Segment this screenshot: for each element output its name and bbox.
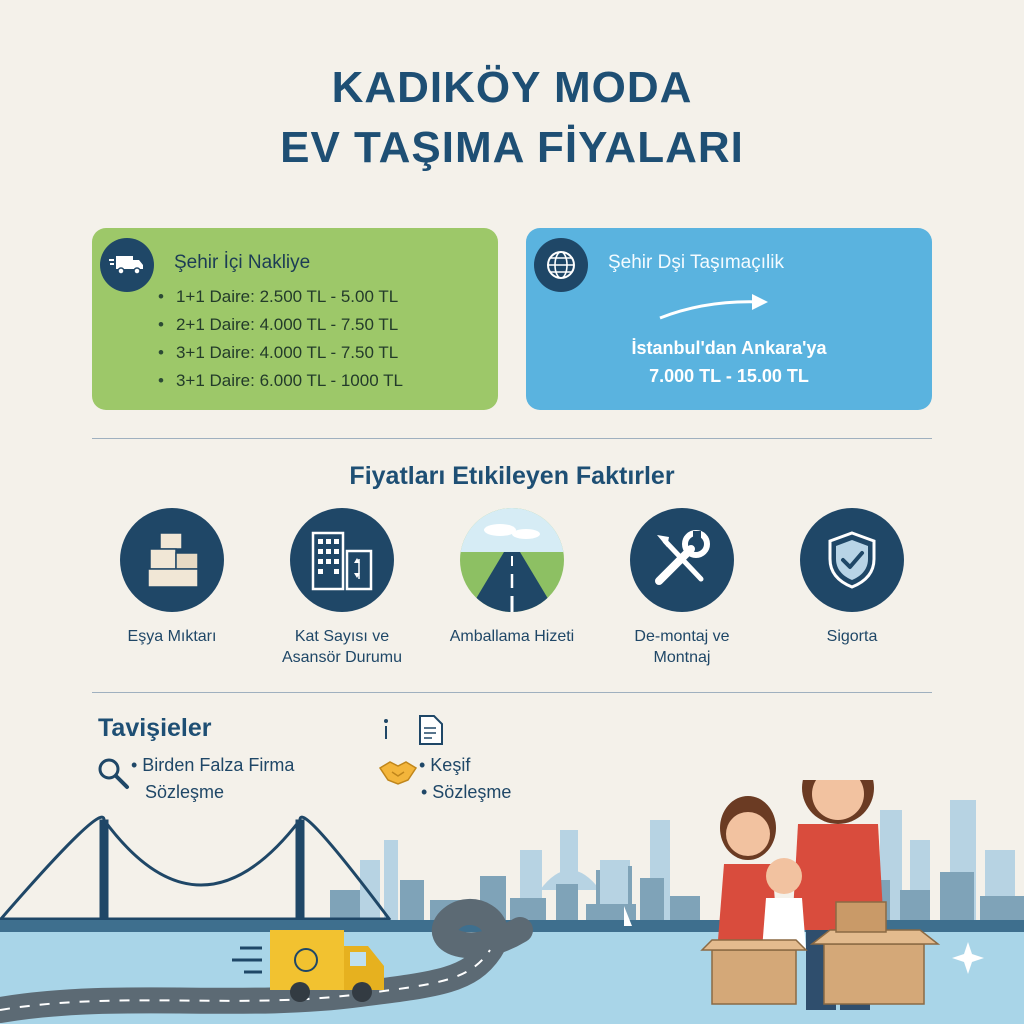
intercity-card-title: Şehir Dşi Taşımaçılik	[608, 252, 784, 273]
page-title-line-1: KADIKÖY MODA	[331, 63, 693, 112]
divider-bottom	[92, 692, 932, 693]
factor-label: Eşya Mıktarı	[127, 628, 217, 645]
tip-right-line-1: • Keşif	[419, 755, 471, 775]
tip-left-line-1: • Birden Falza Firma	[131, 755, 295, 775]
price-item: • 3+1 Daire: 6.000 TL - 1000 TL	[158, 367, 403, 395]
truck-icon	[100, 238, 154, 292]
factors-title: Fiyatları Etıkileyen Faktırler	[349, 462, 675, 490]
factor-label: Kat Sayısı ve Asansör Durumu	[281, 628, 403, 666]
divider-top	[92, 438, 932, 439]
factor-item	[97, 508, 247, 647]
page-title-line-2: EV TAŞIMA FİYALARI	[280, 123, 744, 172]
factor-item	[437, 508, 587, 647]
road-icon	[460, 508, 564, 612]
factor-label: Sigorta	[826, 628, 878, 645]
route-text: İstanbul'dan Ankara'ya	[631, 338, 827, 358]
factor-item	[777, 508, 927, 647]
factor-item	[607, 508, 757, 668]
city-price-list	[158, 283, 403, 395]
price-item: • 1+1 Daire: 2.500 TL - 5.00 TL	[158, 283, 403, 311]
globe-icon	[534, 238, 588, 292]
info-icon	[380, 717, 392, 743]
route-price: 7.000 TL - 15.00 TL	[649, 366, 809, 386]
route-arrow-icon	[656, 290, 776, 324]
boxes-icon	[120, 508, 224, 612]
istanbul-skyline-illustration	[0, 780, 1024, 1024]
tips-title: Tavişieler	[98, 714, 212, 742]
shield-check-icon	[800, 508, 904, 612]
city-card-title: Şehir İçi Nakliye	[174, 252, 311, 273]
tip-right-line-2: • Sözleşme	[421, 782, 512, 802]
factor-label: De-montaj ve Montnaj	[634, 628, 730, 666]
building-elevator-icon	[290, 508, 394, 612]
document-icon	[416, 714, 446, 746]
factor-label: Amballama Hizeti	[449, 628, 575, 645]
tools-icon	[630, 508, 734, 612]
factor-item	[267, 508, 417, 668]
tip-left-line-2: Sözleşme	[145, 782, 225, 802]
price-item: • 3+1 Daire: 4.000 TL - 7.50 TL	[158, 339, 403, 367]
price-item: • 2+1 Daire: 4.000 TL - 7.50 TL	[158, 311, 403, 339]
